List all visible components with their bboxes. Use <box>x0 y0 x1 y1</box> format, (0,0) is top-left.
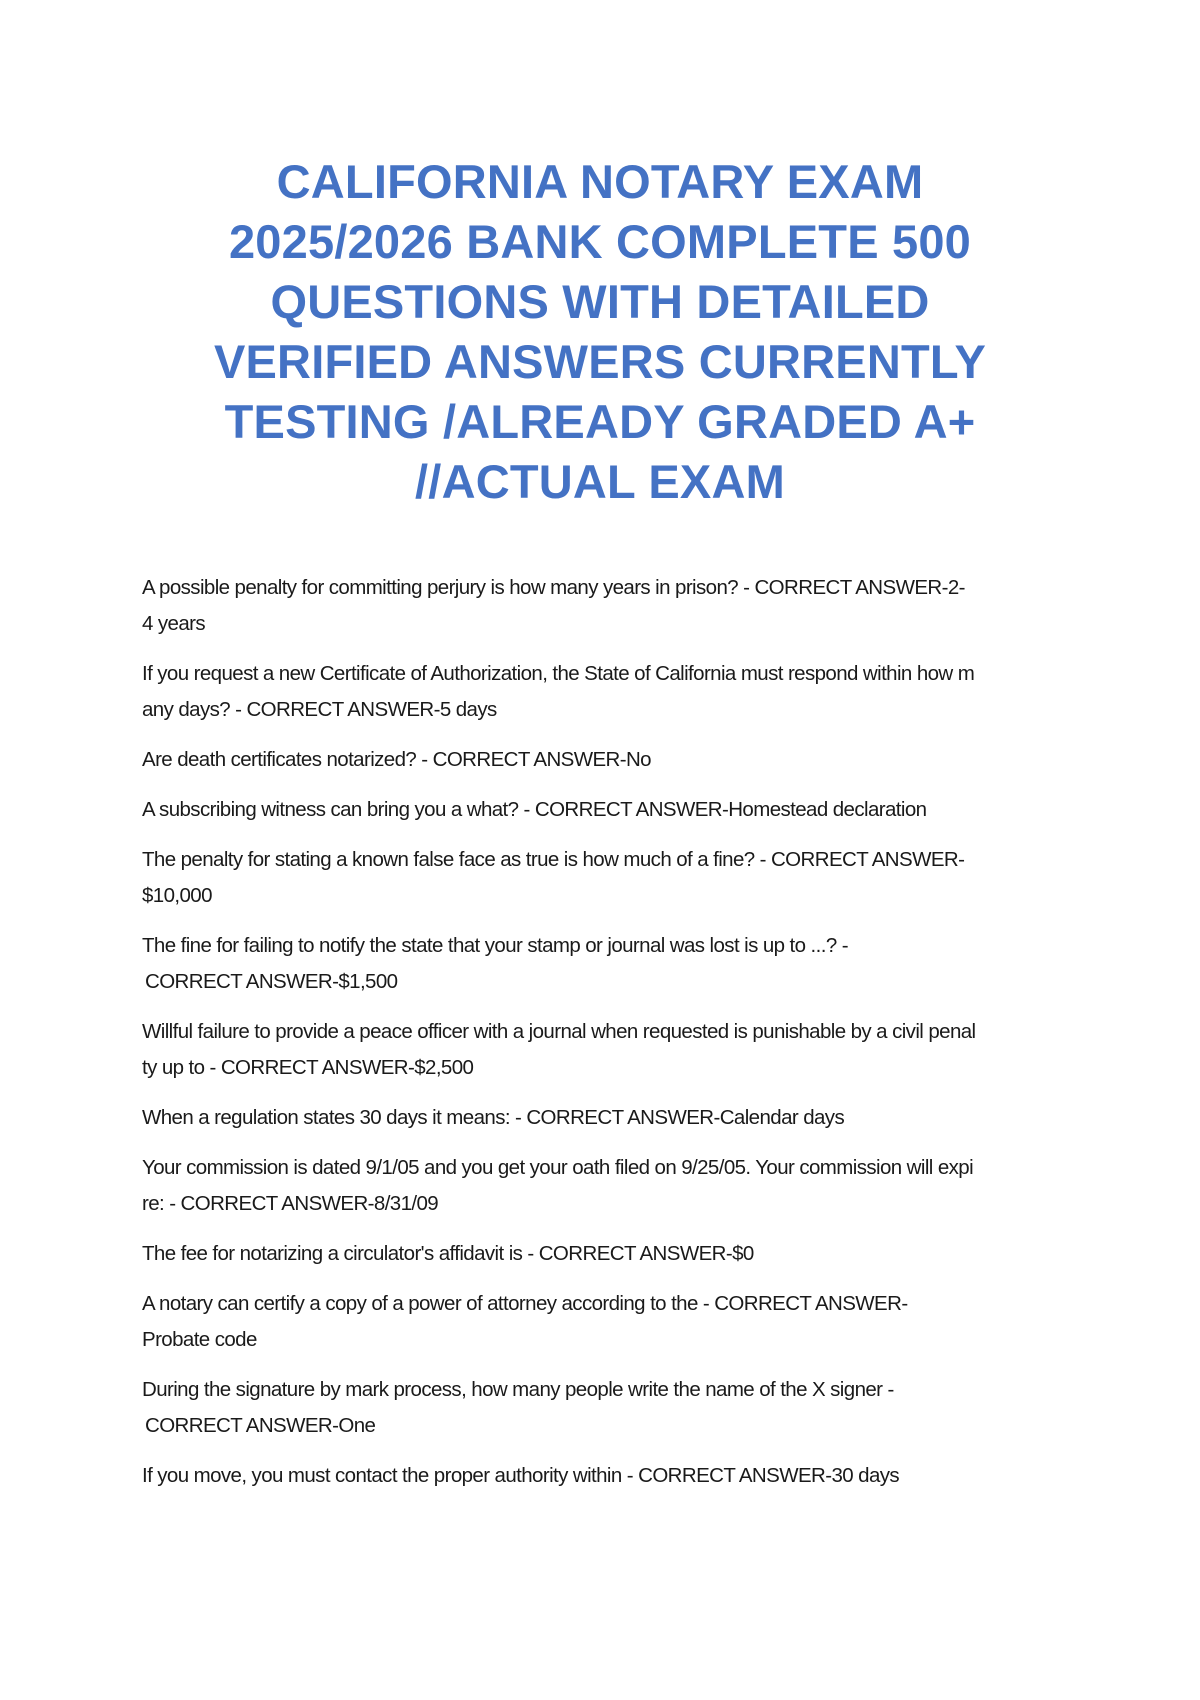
qa-item <box>142 570 1082 642</box>
title-line: TESTING /ALREADY GRADED A+ <box>224 395 976 448</box>
qa-text-line: If you move, you must contact the proper authority within - CORRECT ANSWER-30 days <box>142 1464 900 1487</box>
qa-text-line: re: - CORRECT ANSWER-8/31/09 <box>142 1192 439 1215</box>
qa-item <box>142 1286 1082 1358</box>
qa-text-line: ty up to - CORRECT ANSWER-$2,500 <box>142 1056 474 1079</box>
qa-item <box>142 656 1082 728</box>
title-line: //ACTUAL EXAM <box>415 455 785 508</box>
qa-text-line: When a regulation states 30 days it means: - CORRECT ANSWER-Calendar days <box>142 1106 845 1129</box>
qa-text-line: CORRECT ANSWER-$1,500 <box>145 970 398 993</box>
qa-item <box>142 1372 1082 1444</box>
qa-item <box>142 1150 1082 1222</box>
qa-text-line: The penalty for stating a known false face as true is how much of a fine? - CORRECT ANSWER- <box>142 848 965 871</box>
qa-item <box>142 792 1082 828</box>
qa-text-line: Probate code <box>142 1328 257 1351</box>
qa-text-line: Your commission is dated 9/1/05 and you get your oath filed on 9/25/05. Your commission will expi <box>142 1156 974 1179</box>
qa-text-line: A subscribing witness can bring you a what? - CORRECT ANSWER-Homestead declaration <box>142 798 927 821</box>
qa-text-line: The fee for notarizing a circulator's affidavit is - CORRECT ANSWER-$0 <box>142 1242 754 1265</box>
qa-text-line: Are death certificates notarized? - CORRECT ANSWER-No <box>142 748 651 771</box>
qa-text-line: CORRECT ANSWER-One <box>145 1414 376 1437</box>
qa-item <box>142 1014 1082 1086</box>
title-line: 2025/2026 BANK COMPLETE 500 <box>228 215 972 268</box>
qa-text-line: A notary can certify a copy of a power of attorney according to the - CORRECT ANSWER- <box>142 1292 908 1315</box>
document-title <box>150 152 1050 512</box>
qa-text-line: any days? - CORRECT ANSWER-5 days <box>142 698 497 721</box>
qa-item <box>142 1458 1082 1494</box>
qa-text-line: The fine for failing to notify the state that your stamp or journal was lost is up to ...? - <box>142 934 848 957</box>
qa-text-line: 4 years <box>142 612 206 635</box>
question-answer-list <box>142 570 1082 1508</box>
title-line: CALIFORNIA NOTARY EXAM <box>276 155 924 208</box>
qa-text-line: If you request a new Certificate of Authorization, the State of California must respond within how m <box>142 662 975 685</box>
qa-text-line: $10,000 <box>142 884 212 907</box>
qa-text-line: Willful failure to provide a peace officer with a journal when requested is punishable by a civil penal <box>142 1020 976 1043</box>
qa-item <box>142 928 1082 1000</box>
qa-item <box>142 842 1082 914</box>
qa-item <box>142 1236 1082 1272</box>
title-line: VERIFIED ANSWERS CURRENTLY <box>213 335 987 388</box>
qa-text-line: A possible penalty for committing perjury is how many years in prison? - CORRECT ANSWER-2- <box>142 576 965 599</box>
title-line: QUESTIONS WITH DETAILED <box>270 275 930 328</box>
qa-item <box>142 1100 1082 1136</box>
qa-item <box>142 742 1082 778</box>
qa-text-line: During the signature by mark process, how many people write the name of the X signer - <box>142 1378 894 1401</box>
